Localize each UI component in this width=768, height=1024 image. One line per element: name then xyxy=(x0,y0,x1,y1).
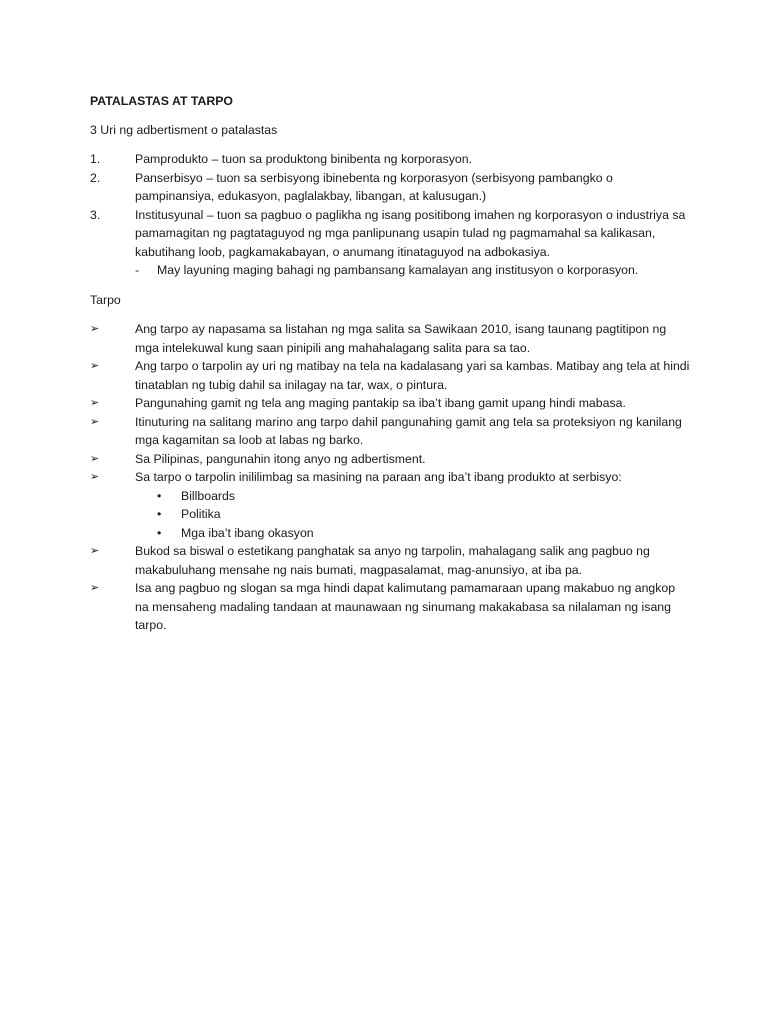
list-number: 2. xyxy=(90,170,101,185)
sub-bullet-item xyxy=(157,487,690,506)
bullet-dot-icon: • xyxy=(157,488,162,503)
arrow-list-item xyxy=(90,320,690,357)
numbered-item xyxy=(90,150,690,169)
document-subtitle: 3 Uri ng adbertisment o patalastas xyxy=(90,123,278,137)
sub-bullet-text: Mga iba’t ibang okasyon xyxy=(181,525,314,540)
list-item-text: Panserbisyo – tuon sa serbisyong ibinebenta ng korporasyon (serbisyong pambangko o pampinansiya, edukasyon, paglalakbay, libangan, at kalusugan.) xyxy=(135,170,613,203)
list-item-text: Institusyunal – tuon sa pagbuo o paglikha ng isang positibong imahen ng korporasyon o industriya sa pamamagitan ng pagtataguyod ng mga panlipunang usapin tulad ng pagmamahal sa kalikasan, kabutihang loob, pagkamakabayan, o anumang itinataguyod na adbokasiya. xyxy=(135,207,686,259)
section-heading: Tarpo xyxy=(90,293,121,307)
arrow-item-text: Sa Pilipinas, pangunahin itong anyo ng adbertisment. xyxy=(135,451,426,466)
arrow-bullet-icon: ➢ xyxy=(90,582,100,594)
arrow-bullet-list xyxy=(90,320,690,635)
arrow-bullet-icon: ➢ xyxy=(90,397,100,409)
numbered-item xyxy=(90,169,690,206)
arrow-bullet-icon: ➢ xyxy=(90,545,100,557)
arrow-list-item xyxy=(90,542,690,579)
arrow-bullet-icon: ➢ xyxy=(90,360,100,372)
sub-bullet-item xyxy=(157,524,690,543)
arrow-item-text: Bukod sa biswal o estetikang panghatak sa anyo ng tarpolin, mahalagang salik ang pagbuo ng makabuluhang mensahe ng nais bumati, magpasalamat, mag-anunsiyo, at iba pa. xyxy=(135,544,650,577)
sub-bullet-text: Politika xyxy=(181,507,221,521)
arrow-item-text: Itinuturing na salitang marino ang tarpo dahil pangunahing gamit ang tela sa proteksiyon ng kanilang mga kagamitan sa loob at labas ng barko. xyxy=(135,414,682,447)
arrow-item-text: Ang tarpo o tarpolin ay uri ng matibay na tela na kadalasang yari sa kambas. Matibay ang tela at hindi tinatablan ng tubig dahil sa inilagay na tar, wax, o pintura. xyxy=(135,359,690,392)
dash-item xyxy=(135,261,690,280)
arrow-list-item xyxy=(90,394,690,413)
arrow-list-item xyxy=(90,357,690,394)
arrow-list-item xyxy=(90,413,690,450)
dash-marker: - xyxy=(135,263,140,277)
arrow-bullet-icon: ➢ xyxy=(90,471,100,483)
arrow-bullet-icon: ➢ xyxy=(90,323,100,335)
arrow-item-text: Ang tarpo ay napasama sa listahan ng mga salita sa Sawikaan 2010, isang taunang pagtitipon ng mga intelekuwal kung saan pinipili ang mahahalagang salita para sa tao. xyxy=(135,322,667,355)
dash-item-text: May layuning maging bahagi ng pambansang kamalayan ang institusyon o korporasyon. xyxy=(157,263,639,277)
list-number: 3. xyxy=(90,207,101,222)
arrow-item-text: Pangunahing gamit ng tela ang maging pantakip sa iba’t ibang gamit upang hindi mabasa. xyxy=(135,396,626,410)
bullet-dot-icon: • xyxy=(157,507,162,521)
arrow-bullet-icon: ➢ xyxy=(90,415,100,428)
bullet-dot-icon: • xyxy=(157,525,162,540)
arrow-item-text: Isa ang pagbuo ng slogan sa mga hindi dapat kalimutang pamamaraan upang makabuo ng angkop na mensaheng madaling tandaan at maunawaan ng sinumang makakabasa sa nilalaman ng isang tarpo. xyxy=(135,581,676,632)
sub-bullet-list xyxy=(157,487,690,543)
arrow-list-item xyxy=(90,450,690,469)
sub-bullet-text: Billboards xyxy=(181,488,235,503)
arrow-list-item xyxy=(90,579,690,635)
list-item-text: Pamprodukto – tuon sa produktong binibenta ng korporasyon. xyxy=(135,152,473,166)
sub-bullet-item xyxy=(157,505,690,524)
document-title: PATALASTAS AT TARPO xyxy=(90,94,233,108)
arrow-bullet-icon: ➢ xyxy=(90,452,100,465)
numbered-list xyxy=(90,150,690,280)
list-number: 1. xyxy=(90,152,101,166)
numbered-item xyxy=(90,206,690,262)
arrow-item-text: Sa tarpo o tarpolin inililimbag sa masining na paraan ang iba’t ibang produkto at serbisyo: xyxy=(135,470,622,484)
arrow-list-item xyxy=(90,468,690,487)
